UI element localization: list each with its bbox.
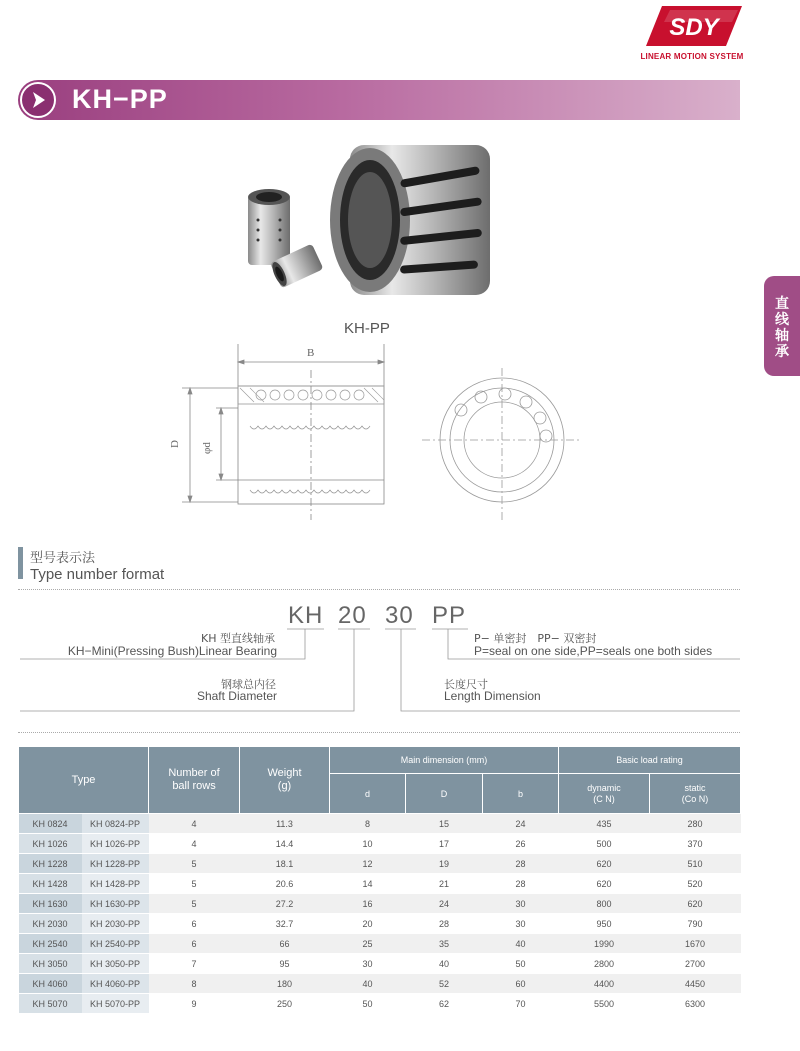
cell-type-code-pp: KH 3050-PP — [82, 954, 149, 974]
cell-type-code-pp: KH 5070-PP — [82, 994, 149, 1014]
category-side-tab[interactable] — [764, 276, 800, 376]
cell-ball-rows: 8 — [149, 974, 240, 994]
cell-load-dynamic: 950 — [559, 914, 650, 934]
cell-type-code: KH 2030 — [19, 914, 82, 934]
cell-ball-rows: 6 — [149, 914, 240, 934]
cell-type-code-pp: KH 1630-PP — [82, 894, 149, 914]
series-label-en: KH−Mini(Pressing Bush)Linear Bearing — [67, 644, 277, 658]
cell-dim-b: 60 — [483, 974, 559, 994]
cell-dim-b: 28 — [483, 874, 559, 894]
header-load-rating: Basic load rating — [559, 747, 741, 774]
code-part-length: 30 — [385, 602, 414, 629]
header-weight-line1: Weight — [267, 767, 302, 779]
header-dynamic — [559, 774, 650, 814]
cell-dim-b: 30 — [483, 914, 559, 934]
cell-dim-d: 25 — [330, 934, 406, 954]
shaft-label-en: Shaft Diameter — [196, 689, 277, 703]
product-photo — [240, 135, 500, 315]
seal-label-cn: P− 单密封 PP− 双密封 — [474, 632, 597, 645]
table-row — [19, 914, 741, 934]
table-row — [19, 994, 741, 1014]
cell-load-dynamic: 5500 — [559, 994, 650, 1014]
cell-weight: 14.4 — [240, 834, 330, 854]
table-row — [19, 954, 741, 974]
header-dynamic-line2: (C N) — [593, 793, 615, 804]
header-d: d — [330, 774, 406, 814]
header-D: D — [406, 774, 483, 814]
cell-type-code: KH 1228 — [19, 854, 82, 874]
header-main-dimension: Main dimension (mm) — [330, 747, 559, 774]
cell-ball-rows: 4 — [149, 814, 240, 834]
cell-dim-b: 70 — [483, 994, 559, 1014]
cell-weight: 18.1 — [240, 854, 330, 874]
header-weight — [240, 747, 330, 814]
figure-caption: KH-PP — [344, 320, 390, 337]
cell-dim-D: 19 — [406, 854, 483, 874]
header-static — [650, 774, 741, 814]
cell-dim-D: 35 — [406, 934, 483, 954]
header-ball-rows — [149, 747, 240, 814]
code-part-shaft: 20 — [338, 602, 367, 629]
cell-ball-rows: 5 — [149, 854, 240, 874]
cell-ball-rows: 4 — [149, 834, 240, 854]
cell-dim-D: 24 — [406, 894, 483, 914]
cell-ball-rows: 5 — [149, 874, 240, 894]
cell-dim-d: 40 — [330, 974, 406, 994]
cell-dim-b: 24 — [483, 814, 559, 834]
cell-load-static: 280 — [650, 814, 741, 834]
cell-load-dynamic: 620 — [559, 874, 650, 894]
page-title: KH−PP — [72, 84, 168, 114]
cell-weight: 11.3 — [240, 814, 330, 834]
table-row — [19, 874, 741, 894]
dim-D-label: D — [169, 440, 181, 448]
series-label-cn: KH 型直线轴承 — [201, 632, 275, 645]
dim-B-label: B — [307, 347, 315, 359]
cell-type-code-pp: KH 1228-PP — [82, 854, 149, 874]
cell-dim-D: 28 — [406, 914, 483, 934]
technical-drawing — [168, 340, 588, 525]
cell-ball-rows: 9 — [149, 994, 240, 1014]
cell-load-static: 510 — [650, 854, 741, 874]
cell-type-code: KH 1630 — [19, 894, 82, 914]
cell-weight: 66 — [240, 934, 330, 954]
section-title-en: Type number format — [30, 566, 165, 583]
section-title-cn: 型号表示法 — [30, 551, 96, 566]
cell-type-code-pp: KH 2030-PP — [82, 914, 149, 934]
shaft-label-cn: 钢球总内径 — [221, 678, 276, 691]
cell-load-dynamic: 4400 — [559, 974, 650, 994]
cell-weight: 95 — [240, 954, 330, 974]
cell-dim-d: 30 — [330, 954, 406, 974]
cell-load-static: 2700 — [650, 954, 741, 974]
cell-dim-d: 16 — [330, 894, 406, 914]
title-bar — [18, 80, 740, 120]
divider — [18, 589, 740, 590]
cell-type-code-pp: KH 4060-PP — [82, 974, 149, 994]
divider — [18, 732, 740, 733]
cell-type-code-pp: KH 0824-PP — [82, 814, 149, 834]
cell-type-code: KH 3050 — [19, 954, 82, 974]
header-dynamic-line1: dynamic — [587, 782, 621, 793]
format-leader-lines — [0, 625, 800, 717]
cell-load-dynamic: 620 — [559, 854, 650, 874]
length-label-en: Length Dimension — [444, 689, 541, 703]
header-static-line2: (Co N) — [681, 793, 709, 804]
spec-table — [18, 746, 741, 1014]
cell-type-code: KH 1026 — [19, 834, 82, 854]
cell-load-static: 4450 — [650, 974, 741, 994]
cell-dim-b: 28 — [483, 854, 559, 874]
cell-weight: 180 — [240, 974, 330, 994]
code-part-seal: PP — [432, 602, 467, 629]
cell-load-static: 620 — [650, 894, 741, 914]
cell-type-code-pp: KH 1428-PP — [82, 874, 149, 894]
header-type: Type — [19, 747, 149, 814]
logo-tagline: LINEAR MOTION SYSTEM — [640, 52, 744, 61]
cell-type-code-pp: KH 2540-PP — [82, 934, 149, 954]
cell-type-code: KH 5070 — [19, 994, 82, 1014]
cell-dim-D: 40 — [406, 954, 483, 974]
cell-dim-d: 14 — [330, 874, 406, 894]
cell-ball-rows: 6 — [149, 934, 240, 954]
seal-label-en: P=seal on one side,PP=seals one both sides — [474, 644, 713, 658]
table-row — [19, 974, 741, 994]
cell-dim-b: 26 — [483, 834, 559, 854]
cell-load-dynamic: 800 — [559, 894, 650, 914]
cell-type-code: KH 2540 — [19, 934, 82, 954]
logo-swoosh-icon — [640, 2, 744, 52]
cell-dim-d: 12 — [330, 854, 406, 874]
cell-load-static: 6300 — [650, 994, 741, 1014]
cell-dim-D: 52 — [406, 974, 483, 994]
header-ball-rows-line1: Number of — [168, 767, 220, 779]
cell-load-static: 370 — [650, 834, 741, 854]
cell-dim-b: 40 — [483, 934, 559, 954]
table-row — [19, 894, 741, 914]
table-row — [19, 934, 741, 954]
cell-ball-rows: 5 — [149, 894, 240, 914]
dim-d-label: φd — [201, 442, 213, 454]
cell-type-code-pp: KH 1026-PP — [82, 834, 149, 854]
cell-dim-d: 8 — [330, 814, 406, 834]
logo-text: SDY — [669, 14, 719, 41]
sdy-logo — [640, 2, 744, 64]
cell-load-dynamic: 435 — [559, 814, 650, 834]
cell-dim-d: 50 — [330, 994, 406, 1014]
length-label-cn: 长度尺寸 — [444, 678, 488, 691]
cell-type-code: KH 4060 — [19, 974, 82, 994]
table-row — [19, 834, 741, 854]
arrow-right-icon — [20, 82, 56, 118]
cell-dim-D: 62 — [406, 994, 483, 1014]
cell-type-code: KH 0824 — [19, 814, 82, 834]
cell-dim-d: 10 — [330, 834, 406, 854]
cell-ball-rows: 7 — [149, 954, 240, 974]
table-row — [19, 854, 741, 874]
cell-type-code: KH 1428 — [19, 874, 82, 894]
section-marker — [18, 547, 23, 579]
cell-weight: 250 — [240, 994, 330, 1014]
cell-load-static: 1670 — [650, 934, 741, 954]
cell-load-static: 520 — [650, 874, 741, 894]
side-tab-label: 直线轴承 — [775, 296, 789, 360]
cell-dim-D: 17 — [406, 834, 483, 854]
cell-dim-D: 15 — [406, 814, 483, 834]
cell-load-dynamic: 500 — [559, 834, 650, 854]
cell-weight: 20.6 — [240, 874, 330, 894]
cell-dim-d: 20 — [330, 914, 406, 934]
header-ball-rows-line2: ball rows — [172, 780, 216, 792]
header-static-line1: static — [684, 782, 706, 793]
cell-weight: 27.2 — [240, 894, 330, 914]
cell-dim-b: 30 — [483, 894, 559, 914]
table-row — [19, 814, 741, 834]
header-b: b — [483, 774, 559, 814]
header-weight-line2: (g) — [277, 780, 292, 792]
cell-dim-D: 21 — [406, 874, 483, 894]
cell-weight: 32.7 — [240, 914, 330, 934]
code-part-series: KH — [288, 602, 324, 629]
cell-load-dynamic: 2800 — [559, 954, 650, 974]
cell-load-dynamic: 1990 — [559, 934, 650, 954]
cell-dim-b: 50 — [483, 954, 559, 974]
cell-load-static: 790 — [650, 914, 741, 934]
